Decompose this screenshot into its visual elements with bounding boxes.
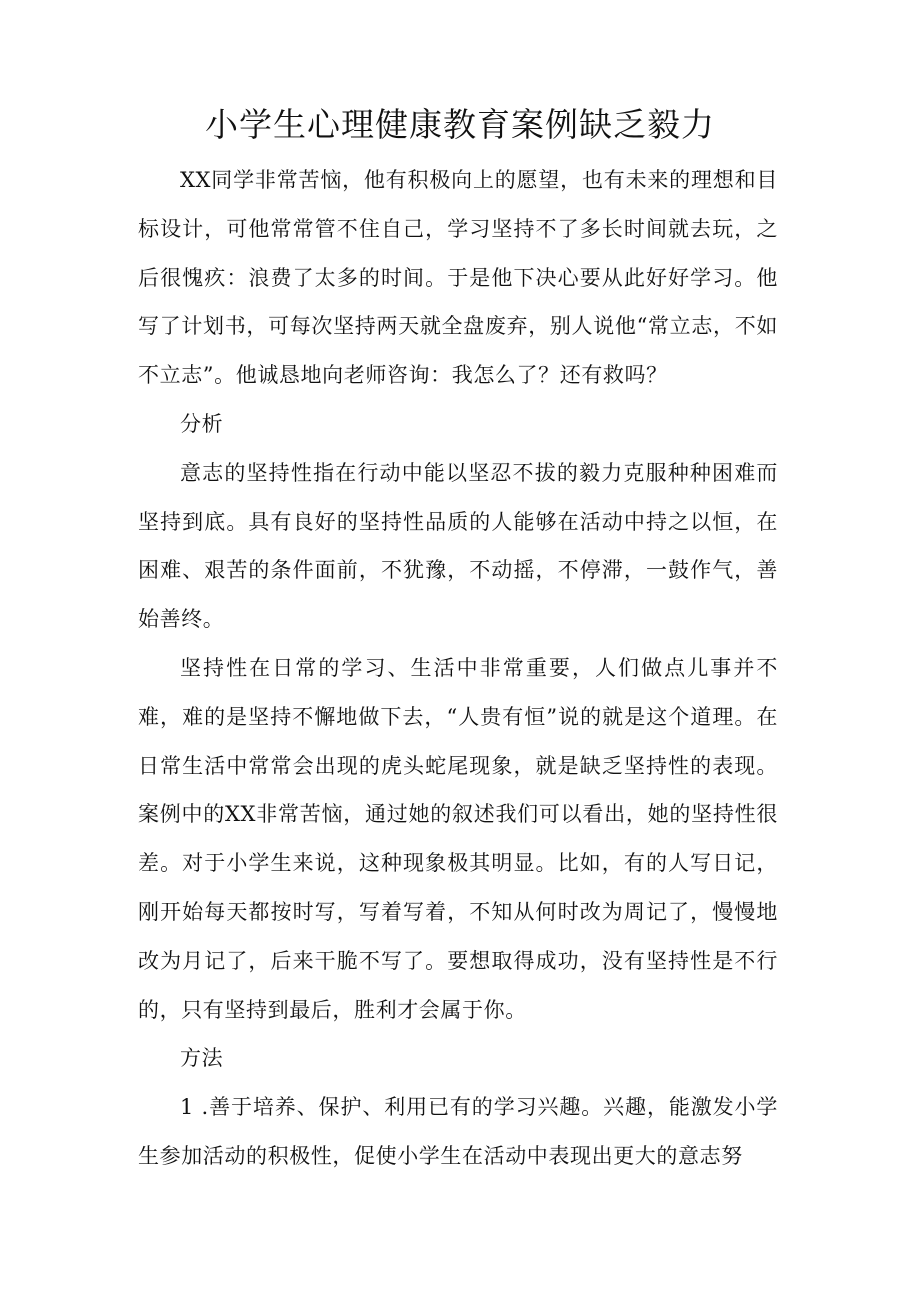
section-heading-analysis: 分析 xyxy=(180,411,224,436)
paragraph-persistence-definition: 意志的坚持性指在行动中能以坚忍不拔的毅力克服种种困难而坚持到底。具有良好的坚持性品质的人能够在活动中持之以恒，在困难、艰苦的条件面前，不犹豫，不动摇，不停滞，一鼓作气，善始善终。 xyxy=(138,460,778,632)
paragraph-method-1: 1 .善于培养、保护、利用已有的学习兴趣。兴趣，能激发小学生参加活动的积极性，促使小学生在活动中表现出更大的意志努 xyxy=(138,1095,778,1168)
paragraph-case-description: XX同学非常苦恼，他有积极向上的愿望，也有未来的理想和目标设计，可他常常管不住自己，学习坚持不了多长时间就去玩，之后很愧疚：浪费了太多的时间。于是他下决心要从此好好学习。他写了计划书，可每次坚持两天就全盘废弃，别人说他“常立志，不如不立志”。他诚恳地向老师咨询：我怎么了？还有救吗？ xyxy=(138,168,778,388)
document-title: 小学生心理健康教育案例缺乏毅力 xyxy=(205,105,715,144)
section-heading-methods: 方法 xyxy=(180,1046,224,1071)
document-body xyxy=(138,156,778,1181)
paragraph-persistence-importance: 坚持性在日常的学习、生活中非常重要，人们做点儿事并不难，难的是坚持不懈地做下去，“人贵有恒”说的就是这个道理。在日常生活中常常会出现的虎头蛇尾现象，就是缺乏坚持性的表现。案例中的XX非常苦恼，通过她的叙述我们可以看出，她的坚持性很差。对于小学生来说，这种现象极其明显。比如，有的人写日记，刚开始每天都按时写，写着写着，不知从何时改为周记了，慢慢地改为月记了，后来干脆不写了。要想取得成功，没有坚持性是不行的，只有坚持到最后，胜利才会属于你。 xyxy=(138,655,778,1022)
